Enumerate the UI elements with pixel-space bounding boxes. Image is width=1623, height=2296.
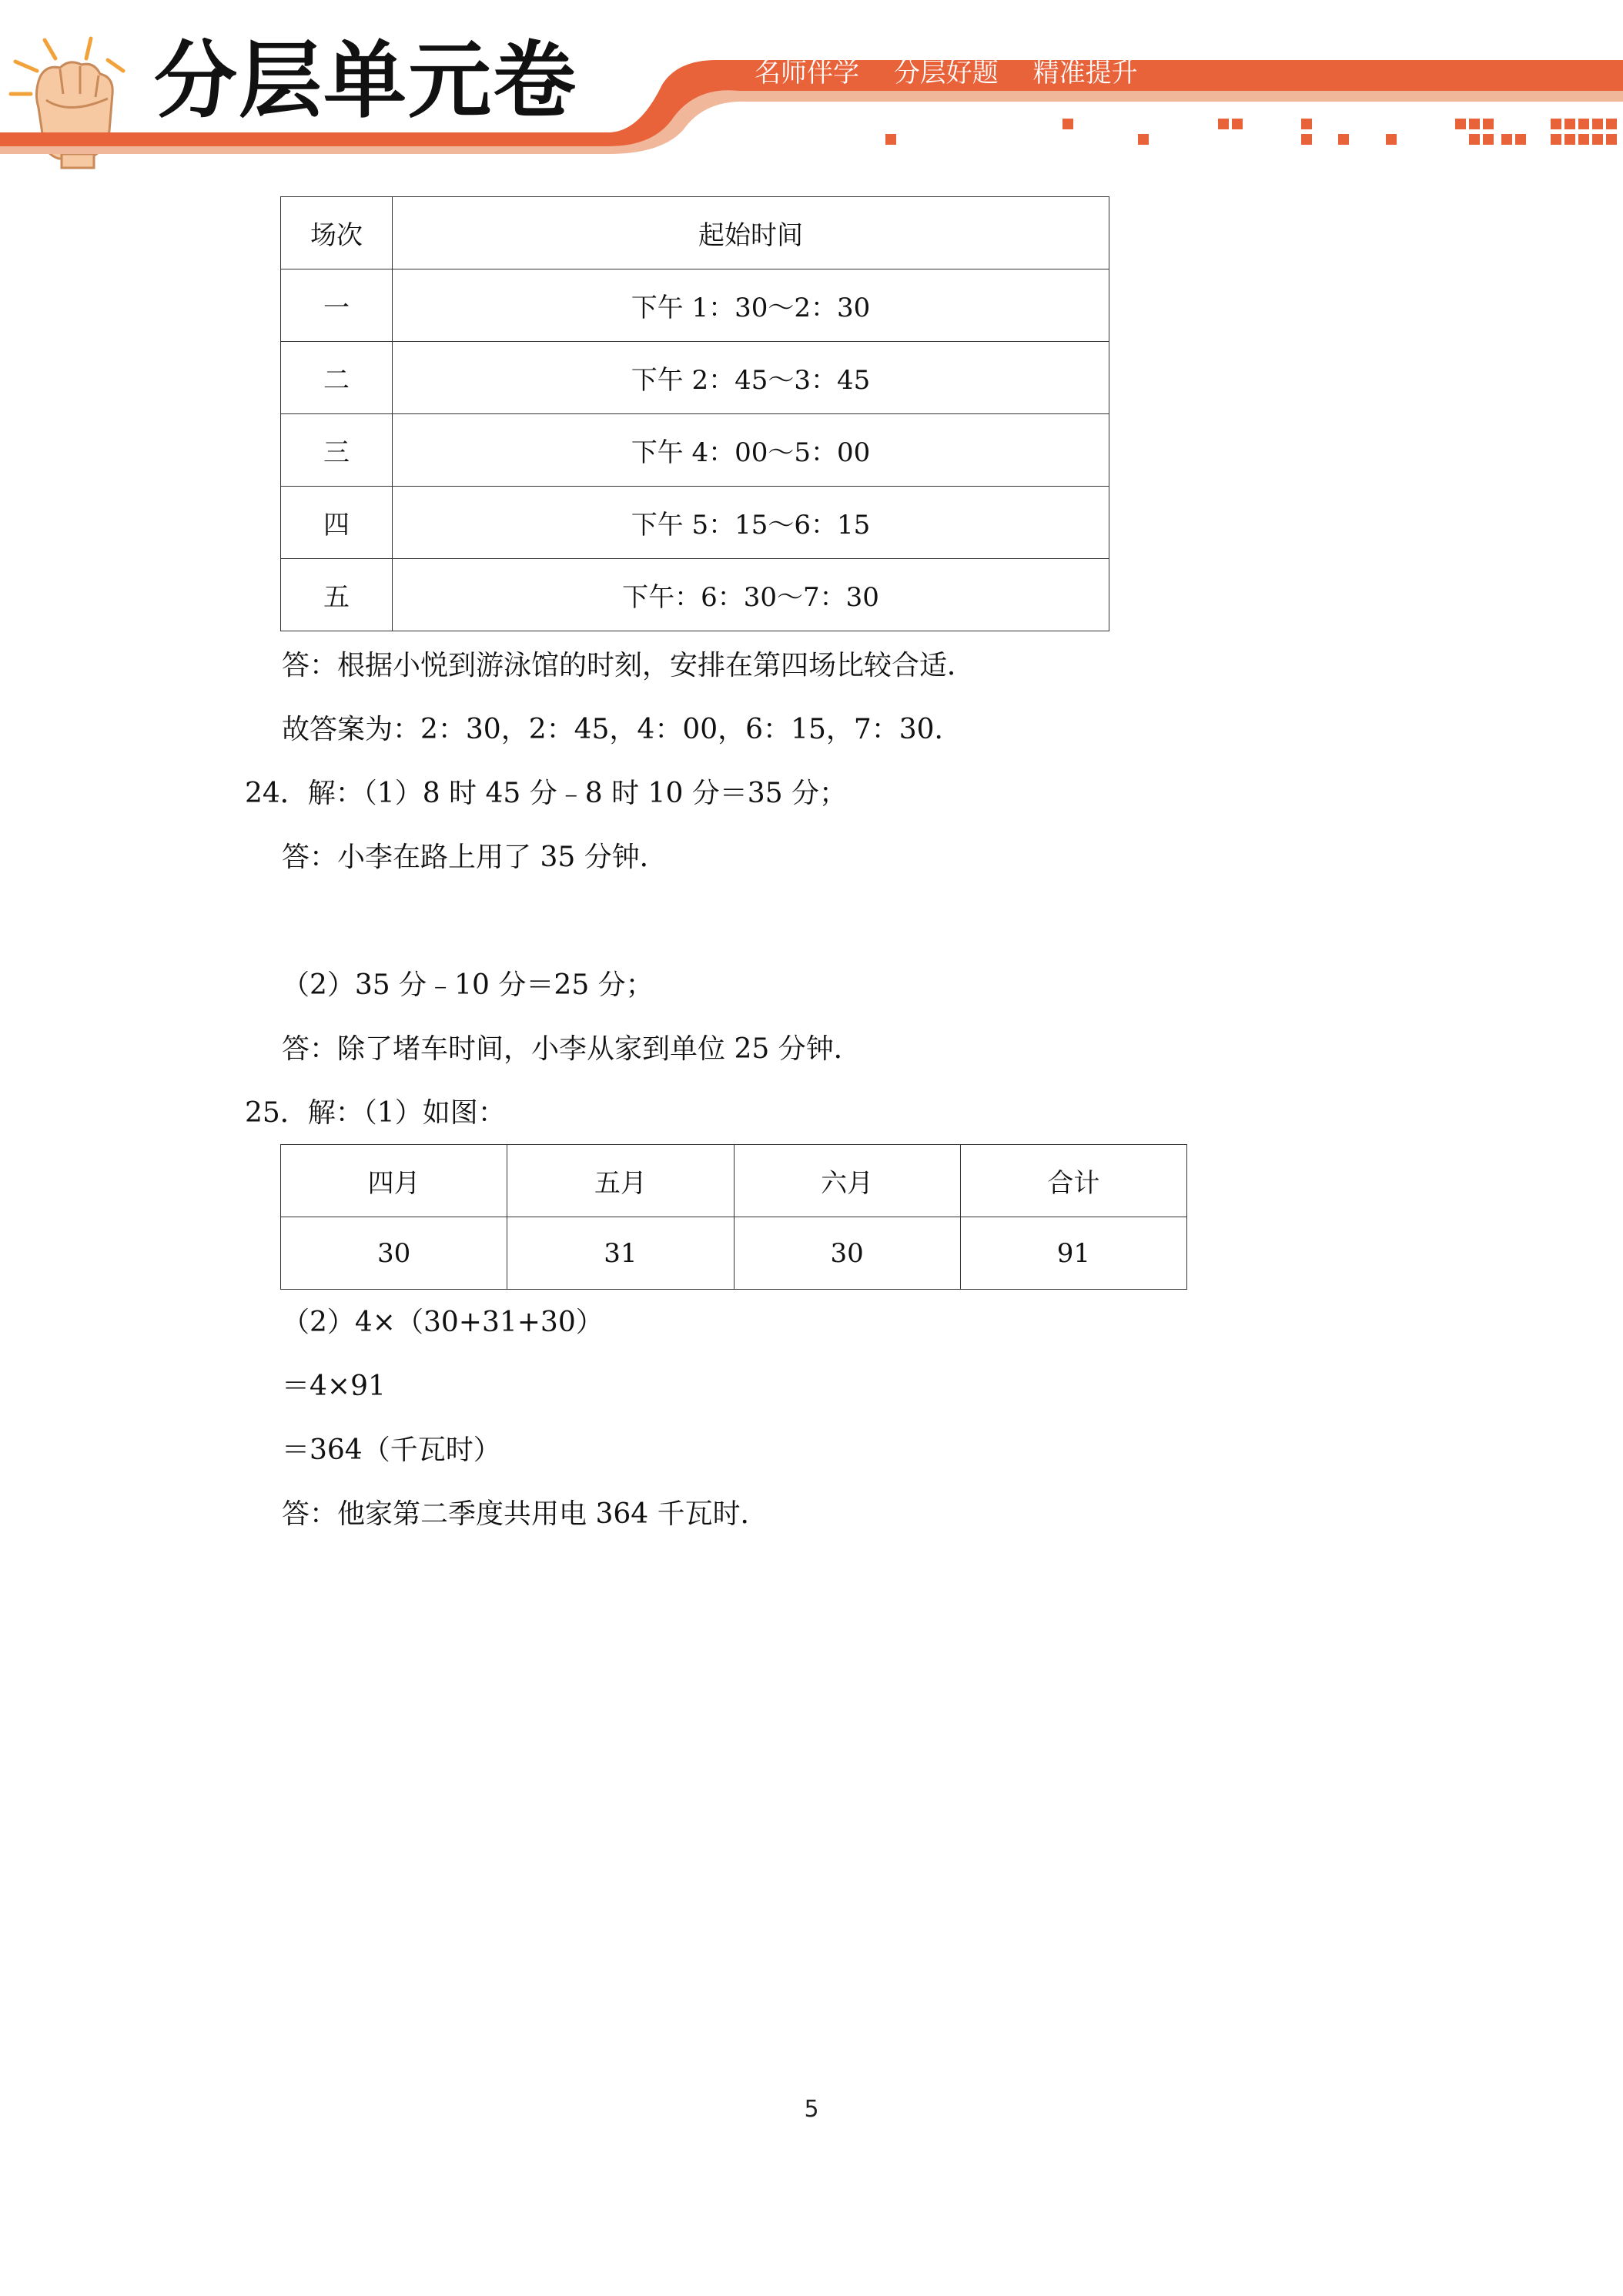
q25-step-2: ＝364（千瓦时）: [282, 1434, 501, 1466]
table-header-cell: 六月: [734, 1145, 960, 1217]
table-header-cell: 场次: [281, 197, 393, 269]
slogan: [755, 58, 1164, 89]
table-cell: 五: [281, 559, 393, 631]
table-row: [281, 342, 1109, 414]
table-cell: 四: [281, 487, 393, 559]
q24-answer-1: 答：小李在路上用了 35 分钟．: [282, 842, 668, 873]
table-cell: 下午 5：15～6：15: [393, 487, 1109, 559]
table-header-row: [281, 197, 1109, 269]
page-number: 5: [804, 2096, 819, 2123]
table-cell: 三: [281, 414, 393, 487]
table-cell: 下午 1：30～2：30: [393, 269, 1109, 342]
table-header-cell: 起始时间: [393, 197, 1109, 269]
table-cell: 91: [960, 1217, 1186, 1290]
table-cell: 31: [507, 1217, 734, 1290]
q25-step-1: ＝4×91: [282, 1371, 386, 1402]
table-header-cell: 五月: [507, 1145, 734, 1217]
table-row: [281, 414, 1109, 487]
q23-answer: 答：根据小悦到游泳馆的时刻，安排在第四场比较合适．: [282, 650, 975, 681]
table-row: [281, 559, 1109, 631]
brand-title: 分层单元卷: [154, 33, 578, 129]
slogan-2: 分层好题: [893, 58, 999, 89]
table-cell: 下午 2：45～3：45: [393, 342, 1109, 414]
table-header-cell: 四月: [281, 1145, 507, 1217]
q24-solution-2: （2）35 分﹣10 分＝25 分；: [282, 969, 654, 1001]
q25-solution-2: （2）4×（30+31+30）: [282, 1307, 604, 1338]
table-cell: 二: [281, 342, 393, 414]
page-header: [0, 0, 1623, 177]
q25-solution-1: 25．解：（1）如图：: [245, 1097, 506, 1129]
table-cell: 30: [281, 1217, 507, 1290]
electricity-table: [280, 1144, 1187, 1290]
table-row: [281, 269, 1109, 342]
table-header-row: [281, 1145, 1187, 1217]
slogan-3: 精准提升: [1032, 58, 1138, 89]
slogan-1: 名师伴学: [755, 58, 859, 89]
table-header-cell: 合计: [960, 1145, 1186, 1217]
table-cell: 30: [734, 1217, 960, 1290]
q24-answer-2: 答：除了堵车时间，小李从家到单位 25 分钟．: [282, 1033, 862, 1065]
table-cell: 下午：6：30～7：30: [393, 559, 1109, 631]
table-row: [281, 1217, 1187, 1290]
q24-solution-1: 24．解：（1）8 时 45 分﹣8 时 10 分＝35 分；: [245, 778, 848, 809]
schedule-table: [280, 196, 1109, 631]
decorative-squares: [885, 119, 1617, 145]
q23-result: 故答案为：2：30，2：45，4：00，6：15，7：30．: [282, 714, 962, 745]
q25-answer: 答：他家第二季度共用电 364 千瓦时．: [282, 1498, 768, 1530]
table-row: [281, 487, 1109, 559]
table-cell: 一: [281, 269, 393, 342]
table-cell: 下午 4：00～5：00: [393, 414, 1109, 487]
